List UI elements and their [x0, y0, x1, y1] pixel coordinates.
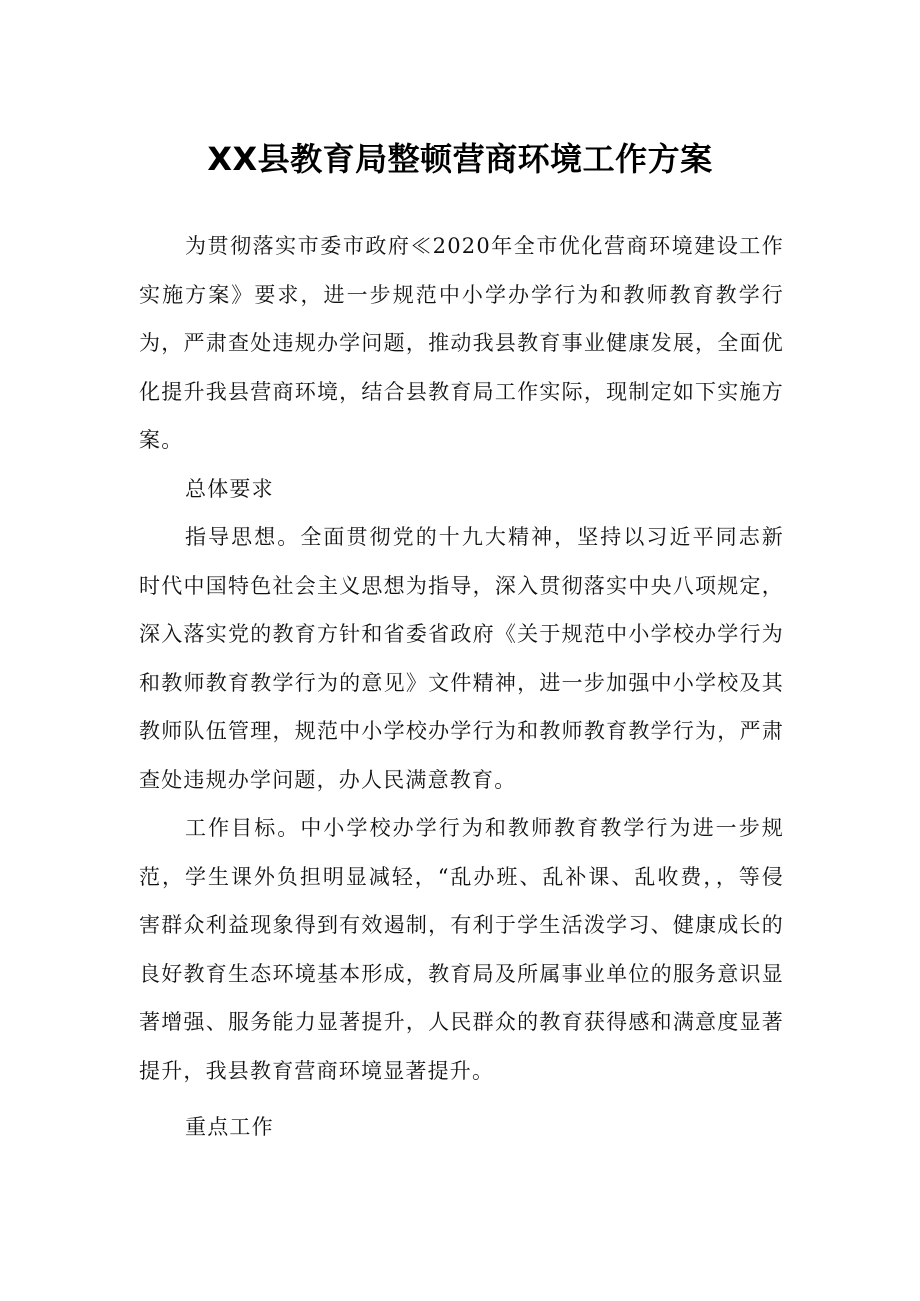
intro-paragraph: 为贯彻落实市委市政府≪2020年全市优化营商环境建设工作实施方案》要求，进一步规范中小学办学行为和教师教育教学行为，严肃查处违规办学问题，推动我县教育事业健康发展，全面优化提升我县营商环境，结合县教育局工作实际，现制定如下实施方案。 — [139, 234, 784, 452]
section-heading-key-work: 重点工作 — [185, 1115, 274, 1139]
document-body — [139, 222, 784, 1152]
section-heading-overall-requirements: 总体要求 — [185, 476, 274, 501]
spacer — [139, 1095, 784, 1103]
document-title: XX县教育局整顿营商环境工作方案 — [207, 140, 713, 178]
work-goals-paragraph: 工作目标。中小学校办学行为和教师教育教学行为进一步规范，学生课外负担明显减轻，“乱办班、乱补课、乱收费，，等侵害群众利益现象得到有效遏制，有利于学生活泼学习、健康成长的良好教育生态环境基本形成，教育局及所属事业单位的服务意识显著增强、服务能力显著提升，人民群众的教育获得感和满意度显著提升，我县教育营商环境显著提升。 — [139, 816, 784, 1083]
guiding-ideology-paragraph: 指导思想。全面贯彻党的十九大精神，坚持以习近平同志新时代中国特色社会主义思想为指导，深入贯彻落实中央八项规定，深入落实党的教育方针和省委省政府《关于规范中小学校办学行为和教师教育教学行为的意见》文件精神，进一步加强中小学校及其教师队伍管理，规范中小学校办学行为和教师教育教学行为，严肃查处违规办学问题，办人民满意教育。 — [139, 525, 784, 792]
